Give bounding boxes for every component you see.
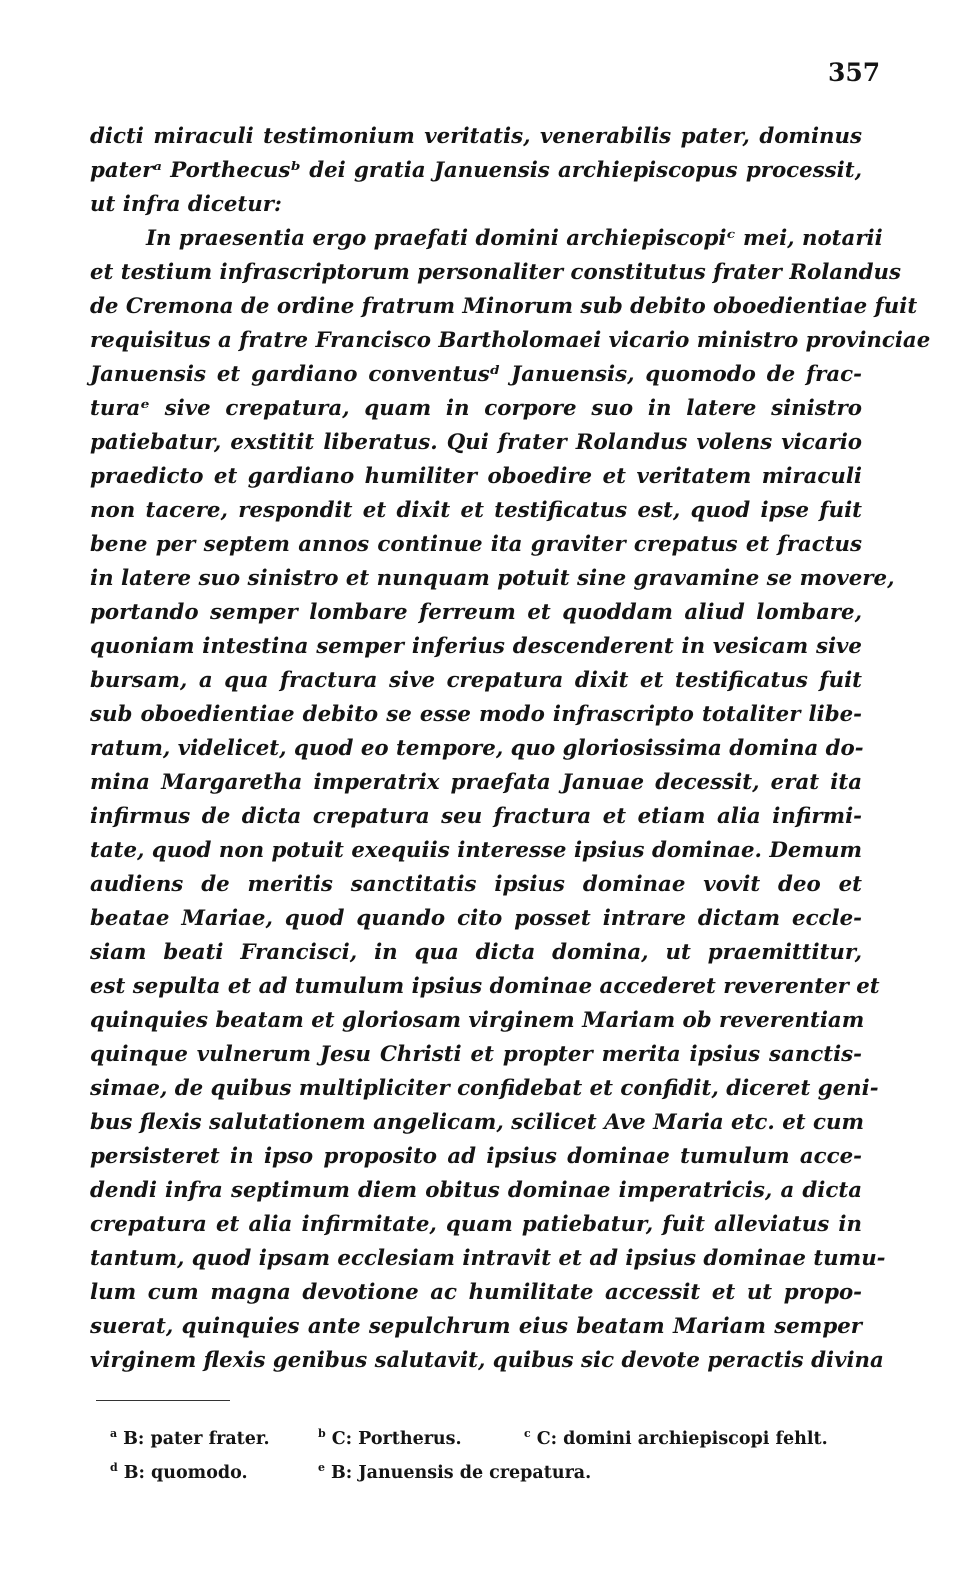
text-line: bursam, a qua fractura sive crepatura dixit et testificatus fuit (90, 668, 862, 693)
text-line: requisitus a fratre Francisco Bartholomaei vicario ministro provinciae (90, 328, 931, 353)
text-line: bene per septem annos continue ita graviter crepatus et fractus (90, 532, 862, 557)
footnote-mark: c (524, 1427, 531, 1440)
text-line: praedicto et gardiano humiliter oboedire et veritatem miraculi (90, 464, 862, 489)
text-line: tantum, quod ipsam ecclesiam intravit et ad ipsius dominae tumu- (90, 1246, 886, 1271)
footnote-text: C: domini archiepiscopi fehlt. (536, 1428, 828, 1449)
text-line: virginem flexis genibus salutavit, quibus sic devote peractis divina (90, 1348, 884, 1373)
footnote-mark: d (110, 1461, 118, 1474)
text-line: lum cum magna devotione ac humilitate accessit et ut propo- (90, 1280, 862, 1305)
footnote-mark: a (110, 1427, 118, 1440)
text-line: tate, quod non potuit exequiis interesse ipsius dominae. Demum (90, 838, 862, 863)
footnote (110, 1417, 318, 1456)
text-line: siam beati Francisci, in qua dicta domina, ut praemittitur, (90, 940, 862, 965)
text-line: dicti miraculi testimonium veritatis, venerabilis pater, dominus (90, 124, 862, 149)
footnote-mark: e (318, 1461, 325, 1474)
footnote (524, 1417, 828, 1456)
text-line: dendi infra septimum diem obitus dominae imperatricis, a dicta (90, 1178, 862, 1203)
text-line: patiebatur, exstitit liberatus. Qui frater Rolandus volens vicario (90, 430, 862, 455)
text-line: quoniam intestina semper inferius descenderent in vesicam sive (90, 634, 862, 659)
text-line: simae, de quibus multipliciter confidebat et confidit, diceret geni- (90, 1076, 879, 1101)
footnote (110, 1451, 318, 1490)
text-line: in latere suo sinistro et nunquam potuit sine gravamine se movere, (90, 566, 895, 591)
text-line: turaᵉ sive crepatura, quam in corpore suo in latere sinistro (90, 396, 862, 421)
footnote-text: B: Januensis de crepatura. (331, 1462, 592, 1483)
text-line: quinquies beatam et gloriosam virginem Mariam ob reverentiam (90, 1008, 865, 1033)
text-line: de Cremona de ordine fratrum Minorum sub debito oboedientiae fuit (90, 294, 918, 319)
body-text (90, 120, 931, 1378)
footnote-separator (96, 1400, 230, 1401)
text-line: crepatura et alia infirmitate, quam patiebatur, fuit alleviatus in (90, 1212, 862, 1237)
text-line: Januensis et gardiano conventusᵈ Januensis, quomodo de frac- (90, 362, 862, 387)
text-line: non tacere, respondit et dixit et testificatus est, quod ipse fuit (90, 498, 862, 523)
footnote-row (110, 1417, 870, 1451)
footnote (318, 1417, 524, 1456)
text-line: suerat, quinquies ante sepulchrum eius beatam Mariam semper (90, 1314, 862, 1339)
text-line: infirmus de dicta crepatura seu fractura et etiam alia infirmi- (90, 804, 862, 829)
footnotes (110, 1417, 870, 1485)
text-line: ratum, videlicet, quod eo tempore, quo gloriosissima domina do- (90, 736, 864, 761)
text-line: mina Margaretha imperatrix praefata Januae decessit, erat ita (90, 770, 862, 795)
text-line: sub oboedientiae debito se esse modo infrascripto totaliter libe- (90, 702, 862, 727)
text-line: bus flexis salutationem angelicam, scilicet Ave Maria etc. et cum (90, 1110, 865, 1135)
footnote-text: B: pater frater. (123, 1428, 270, 1449)
footnote-text: B: quomodo. (123, 1462, 248, 1483)
text-line: ut infra dicetur: (90, 192, 282, 217)
footnote-mark: b (318, 1427, 326, 1440)
footnote-text: C: Portherus. (331, 1428, 462, 1449)
text-line: paterᵃ Porthecusᵇ dei gratia Januensis archiepiscopus processit, (90, 158, 862, 183)
text-line: In praesentia ergo praefati domini archiepiscopiᶜ mei, notarii (146, 226, 883, 251)
page-number: 357 (828, 58, 881, 87)
footnote (318, 1451, 591, 1490)
text-line: quinque vulnerum Jesu Christi et propter merita ipsius sanctis- (90, 1042, 862, 1067)
text-line: audiens de meritis sanctitatis ipsius dominae vovit deo et (90, 872, 862, 897)
text-line: et testium infrascriptorum personaliter constitutus frater Rolandus (90, 260, 901, 285)
footnote-row (110, 1451, 870, 1485)
text-line: persisteret in ipso proposito ad ipsius dominae tumulum acce- (90, 1144, 862, 1169)
text-line: portando semper lombare ferreum et quoddam aliud lombare, (90, 600, 862, 625)
text-line: beatae Mariae, quod quando cito posset intrare dictam eccle- (90, 906, 862, 931)
text-line: est sepulta et ad tumulum ipsius dominae accederet reverenter et (90, 974, 880, 999)
